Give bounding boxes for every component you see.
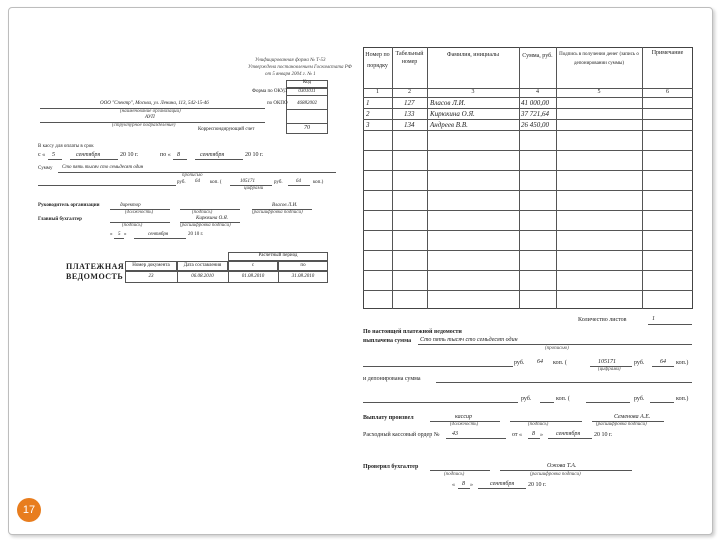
checked-label: Проверил бухгалтер [363,464,419,470]
form-header-2: Утверждена постановлением Госкомстата РФ [248,65,352,70]
payer-caption-position: (должность) [450,422,479,427]
pay-to-day: 8 [177,152,180,158]
doc-header-number: Номер документа [132,263,170,268]
checked-name: Ожова Т.А. [547,463,577,469]
pay-from-prefix: с « [38,152,46,158]
kop-paid-b-label: коп.) [676,360,689,366]
head-caption-signature: (подпись) [192,210,213,215]
corr-value: 70 [304,125,310,131]
caption-words: (прописью) [545,346,569,351]
paid-digits: 105171 [598,359,616,365]
rub-paid-b: руб. [634,360,645,366]
dept-caption: (структурное подразделение) [112,123,176,128]
checked-month: сентября [490,481,515,487]
sheets-value: 1 [652,316,655,322]
head-name: Власов Л.И. [272,203,298,208]
order-month: сентября [556,431,581,437]
period-to-label: по [300,263,306,268]
period-to: 31.08.2010 [291,274,315,279]
doc-date: 06.08.2010 [191,274,214,279]
okpo-code: 46882002 [297,101,317,106]
payer-position: кассир [455,414,472,420]
row-2-name: Кирюхина О.Я. [430,110,475,118]
kop-deposited-b: коп.) [676,396,689,402]
checked-year: 20 10 г. [528,482,547,488]
form-header-3: от 5 января 2004 г. № 1 [265,72,316,77]
row-3-number: 3 [366,121,370,129]
period-from-label: с [251,263,255,268]
row-1-name: Власов Л.И. [430,99,466,107]
digits-caption: цифрами [244,186,264,191]
col-num-5: 5 [597,89,601,95]
period-from: 01.08.2010 [241,274,265,279]
row-1-number: 1 [366,99,370,107]
doc-number: 23 [148,274,154,279]
okud-code: 0301011 [298,89,316,94]
pay-year-1: 20 10 г. [120,152,139,158]
head-position: директор [120,203,141,208]
col-num-1: 1 [376,89,379,95]
kop-label: коп. ( [210,180,222,185]
doc-header-date: Дата составления [183,263,222,268]
head-caption-position: (должность) [125,210,154,215]
title-line-1: ПЛАТЕЖНАЯ [66,262,125,271]
kop2-label: коп.) [313,180,324,185]
caption-digits: (цифрами) [598,367,621,372]
col-num-2: 2 [408,89,411,95]
sign-date-month: сентября [148,232,169,237]
deposited-label: и депонирована сумма [363,376,421,382]
payer-name: Семенова А.Е. [614,414,651,420]
row-2-tab: 133 [404,110,415,118]
payer-label: Выплату произвел [363,415,414,421]
rub-deposited: руб. [521,396,532,402]
head-caption-name: (расшифровка подписи) [252,210,303,215]
head-label: Руководитель организации [38,203,100,208]
dept-name: АУП [145,115,155,120]
order-label: Расходный кассовый ордер № [363,432,440,438]
checked-caption-name: (расшифровка подписи) [530,472,581,477]
col-num-4: 4 [536,89,539,95]
payer-caption-signature: (подпись) [528,422,549,427]
amount-caption: прописью [182,173,203,178]
amount-label: Сумму [38,166,53,171]
statement-line-1: По настоящей платежной ведомости [363,329,462,335]
form-header-1: Унифицированная форма № Т-53 [255,58,326,63]
col-num-3: 3 [471,89,475,95]
col-num-6: 6 [666,89,669,95]
row-3-sum: 26 450,00 [521,121,549,129]
col-header-sum: Сумма, руб. [522,53,553,59]
kop2-value: 64 [296,179,301,184]
accountant-name: Кирюхина О.Я. [196,216,228,221]
statement-line-2: выплачена сумма [363,338,412,344]
org-name: ООО "Спектр", Москва, ул. Ленина, 113, 542-15-46 [100,101,209,106]
order-year: 20 10 г. [594,432,613,438]
rub-label: руб. [177,180,186,185]
kop-paid: 64 [537,359,543,365]
amount-kop: 64 [195,179,200,184]
row-3-tab: 134 [404,121,415,129]
checked-caption-signature: (подпись) [444,472,465,477]
org-caption: (наименование организации) [120,109,181,114]
pay-month-1: сентября [76,152,101,158]
row-1-tab: 127 [404,99,415,107]
col-header-number: Номер по порядку [365,52,390,69]
order-number: 43 [452,431,458,437]
row-3-name: Андреев В.В. [430,121,468,129]
order-day: 8 [532,431,535,437]
pay-period-label: В кассу для оплаты в срок [38,144,94,149]
row-2-sum: 37 721,64 [521,110,549,118]
accountant-caption-name: (расшифровка подписи) [180,223,231,228]
rub-paid: руб. [514,360,525,366]
pay-to-prefix: по « [160,152,171,158]
okpo-label: по ОКПО [267,101,288,106]
sign-date-year: 20 10 г. [188,232,204,237]
payer-caption-name: (расшифровка подписи) [596,422,647,427]
period-label: Расчетный период [258,253,298,258]
pay-year-2: 20 10 г. [245,152,264,158]
kop-paid-b: 64 [660,359,666,365]
checked-day: 8 [462,481,465,487]
code-label: Код [303,80,311,85]
corr-label: Корреспондирующий счет [198,127,255,132]
row-1-sum: 41 000,00 [521,99,549,107]
col-header-note: Примечание [651,50,684,56]
order-from: от « [512,432,523,438]
amount-digits: 105171 [240,179,255,184]
okud-label: Форма по ОКУД [252,89,288,94]
paid-words: Сто пять тысяч сто семьдесят один [420,337,518,343]
sheets-label: Количество листов [578,317,627,323]
page-number-badge: 17 [17,498,41,522]
col-header-tab: Табельный номер [395,51,424,65]
rub-label-2: руб. [274,180,283,185]
rub-deposited-b: руб. [634,396,645,402]
pay-from-day: 5 [52,152,55,158]
row-2-number: 2 [366,110,370,118]
pay-month-2: сентября [200,152,225,158]
accountant-label: Главный бухгалтер [38,217,82,222]
accountant-caption-signature: (подпись) [122,223,143,228]
title-line-2: ВЕДОМОСТЬ [66,272,124,281]
col-header-name: Фамилия, инициалы [446,52,500,58]
amount-words: Сто пять тысяч сто семьдесят один [62,165,144,170]
kop-paid-label: коп. ( [553,360,567,366]
col-header-signature: Подпись в получении денег (запись о депонировании суммы) [559,52,639,66]
sign-date-day: 5 [118,232,121,237]
kop-deposited: коп. ( [556,396,570,402]
